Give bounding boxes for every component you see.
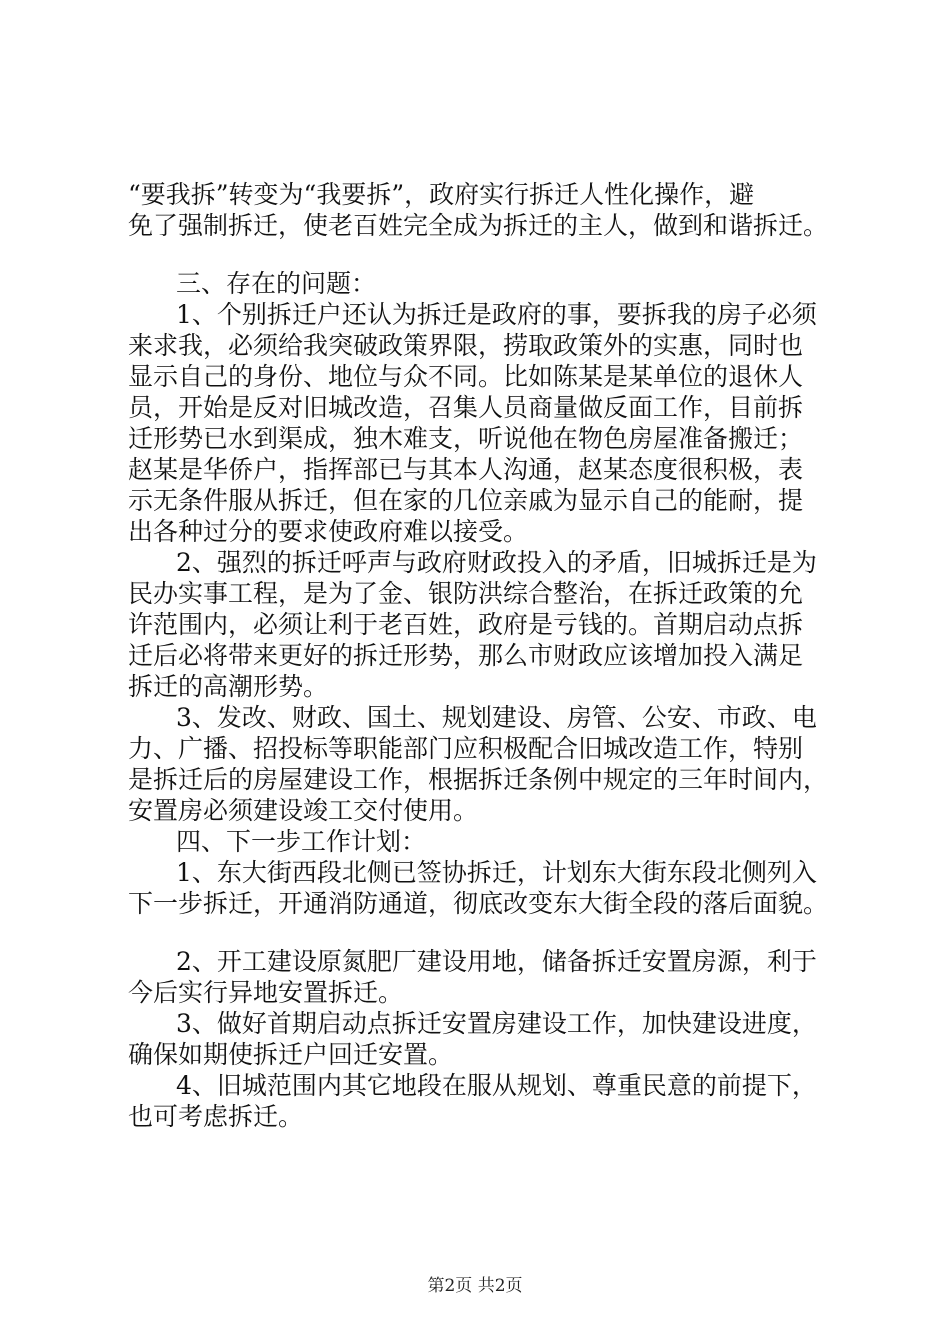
section-heading: 三、存在的问题： [176,269,377,298]
paragraph-line: 1、东大街西段北侧已签协拆迁，计划东大街东段北侧列入 [176,858,817,887]
paragraph-line: 2、强烈的拆迁呼声与政府财政投入的矛盾，旧城拆迁是为 [176,548,817,577]
paragraph-line: 也可考虑拆迁。 [128,1102,304,1131]
paragraph-line: 是拆迁后的房屋建设工作，根据拆迁条例中规定的三年时间内， [128,765,829,794]
paragraph-line: 1、个别拆迁户还认为拆迁是政府的事，要拆我的房子必须 [176,300,817,329]
paragraph-line: 下一步拆迁，开通消防通道，彻底改变东大街全段的落后面貌。 [128,889,829,918]
paragraph-line: 显示自己的身份、地位与众不同。比如陈某是某单位的退休人 [128,362,804,391]
paragraph-line: 民办实事工程，是为了金、银防洪综合整治，在拆迁政策的允 [128,579,804,608]
paragraph-line: 今后实行异地安置拆迁。 [128,978,404,1007]
paragraph-line: 拆迁的高潮形势。 [128,672,329,701]
section-heading: 四、下一步工作计划： [176,827,427,856]
paragraph-line: 示无条件服从拆迁，但在家的几位亲戚为显示自己的能耐，提 [128,486,804,515]
paragraph-line: 出各种过分的要求使政府难以接受。 [128,517,529,546]
paragraph-line: 安置房必须建设竣工交付使用。 [128,796,479,825]
paragraph-line: 迁形势已水到渠成，独木难支，听说他在物色房屋准备搬迁； [128,424,804,453]
paragraph-line: 确保如期使拆迁户回迁安置。 [128,1040,454,1069]
paragraph-line: 赵某是华侨户，指挥部已与其本人沟通，赵某态度很积极，表 [128,455,804,484]
paragraph-line: 2、开工建设原氮肥厂建设用地，储备拆迁安置房源，利于 [176,947,817,976]
paragraph-line: 4、旧城范围内其它地段在服从规划、尊重民意的前提下， [176,1071,817,1100]
paragraph-line: 力、广播、招投标等职能部门应积极配合旧城改造工作，特别 [128,734,804,763]
paragraph-line: 免了强制拆迁，使老百姓完全成为拆迁的主人，做到和谐拆迁。 [128,211,829,240]
page-footer: 第2页 共2页 [427,1276,523,1296]
paragraph-line: 来求我，必须给我突破政策界限，捞取政策外的实惠，同时也 [128,331,804,360]
paragraph-line: 许范围内，必须让利于老百姓，政府是亏钱的。首期启动点拆 [128,610,804,639]
paragraph-line: 员，开始是反对旧城改造，召集人员商量做反面工作，目前拆 [128,393,804,422]
paragraph-line: “要我拆”转变为“我要拆”，政府实行拆迁人性化操作，避 [128,180,755,209]
paragraph-line: 3、做好首期启动点拆迁安置房建设工作，加快建设进度， [176,1009,817,1038]
paragraph-line: 3、发改、财政、国土、规划建设、房管、公安、市政、电 [176,703,817,732]
paragraph-line: 迁后必将带来更好的拆迁形势，那么市财政应该增加投入满足 [128,641,804,670]
